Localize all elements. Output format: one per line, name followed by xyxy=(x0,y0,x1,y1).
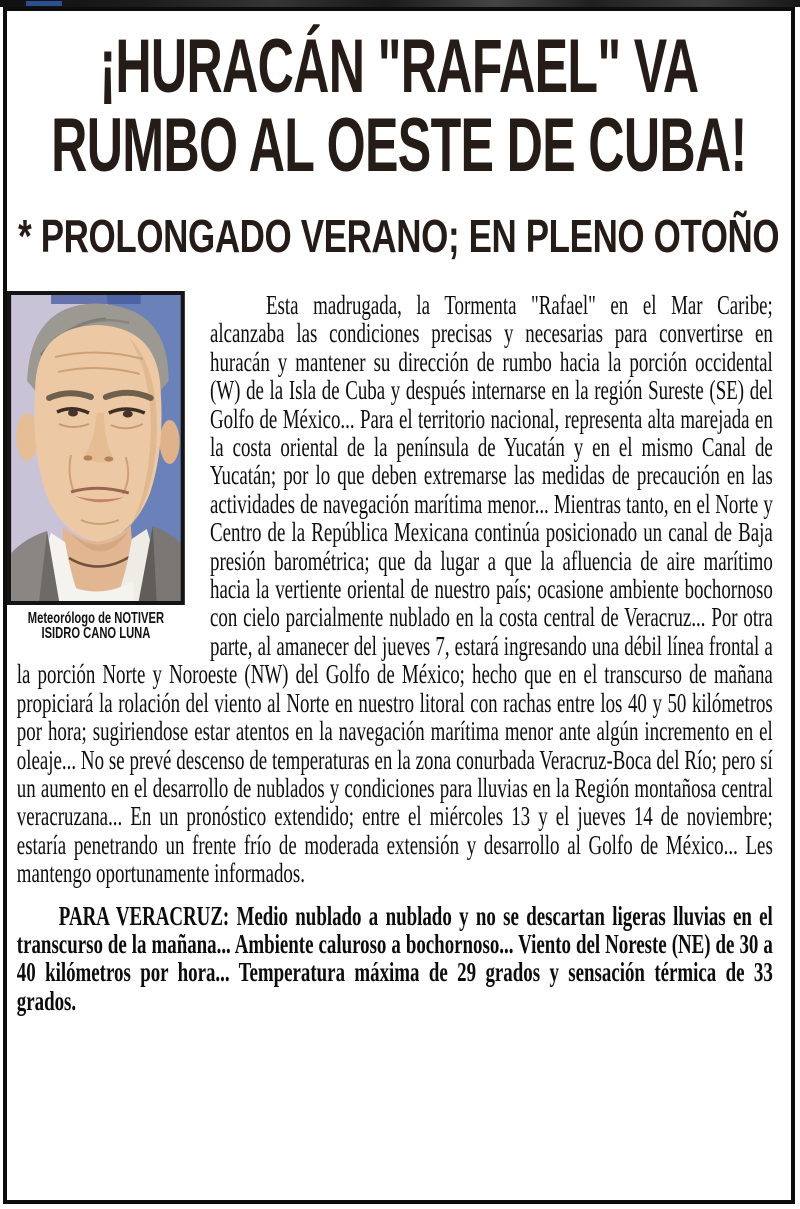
article-frame xyxy=(3,7,795,1204)
portrait-illustration xyxy=(11,295,180,601)
photo-caption-role: Meteorólogo de NOTIVER xyxy=(27,610,165,627)
article-body xyxy=(7,291,784,1015)
photo-figure xyxy=(7,291,185,641)
headline xyxy=(7,24,791,188)
headline-line-1: ¡HURACÁN "RAFAEL" VA xyxy=(99,24,699,109)
forecast-paragraph: PARA VERACRUZ: Medio nublado a nublado y no se descartan ligeras lluvias en el transcurso de la mañana... Ambiente caluroso a bochornoso... Viento del Noreste (NE) de 30 a 40 kilómetros por hora... Temperatura máxima de 29 grados y sensación térmica de 33 grados. xyxy=(16,900,773,1016)
meteorologist-photo xyxy=(7,291,185,605)
article-paragraph: Esta madrugada, la Tormenta "Rafael" en el Mar Caribe; alcanzaba las condiciones precisas y necesarias para convertirse en huracán y mantener su dirección de rumbo hacia la porción occidental (W) de la Isla de Cuba y después internarse en la región Sureste (SE) del Golfo de México... Para el territorio nacional, representa alta marejada en la costa oriental de la península de Yucatán y en el mismo Canal de Yucatán; por lo que deben extremarse las medidas de precaución en las actividades de navegación marítima menor... Mientras tanto, en el Norte y Centro de la República Mexicana continúa posicionado un canal de Baja presión barométrica; que da lugar a que la afluencia de aire marítimo hacia la vertiente oriental de nuestro país; ocasione ambiente bochornoso con cielo parcialmente nublado en la costa central de Veracruz... Por otra parte, al amanecer del jueves 7, estará ingresando una débil línea frontal a la porción Norte y Noroeste (NW) del Golfo de México; hecho que en el transcurso de mañana propiciará la rolación del viento al Norte en nuestro litoral con rachas entre los 40 y 50 kilómetros por hora; sugiriendose estar atentos en la navegación marítima menor ante algún incremento en el oleaje... No se prevé descenso de temperaturas en la zona conurbada Veracruz-Boca del Río; pero sí un aumento en el desarrollo de nublados y condiciones para lluvias en la Región montañosa central veracruzana... En un pronóstico extendido; entre el miércoles 13 y el jueves 14 de noviembre; estaría penetrando un frente frío de moderada extensión y desarrollo al Golfo de México... Les mantengo oportunamente informados. xyxy=(16,290,773,889)
subheadline xyxy=(7,210,791,262)
strip-accent-bar xyxy=(26,1,62,6)
subheadline-text: * PROLONGADO VERANO; EN PLENO OTOÑO xyxy=(18,210,780,262)
browser-edge-strip xyxy=(0,0,800,7)
headline-line-2: RUMBO AL OESTE DE CUBA! xyxy=(51,103,747,188)
photo-caption-name: ISIDRO CANO LUNA xyxy=(41,625,151,642)
photo-caption xyxy=(7,611,185,641)
